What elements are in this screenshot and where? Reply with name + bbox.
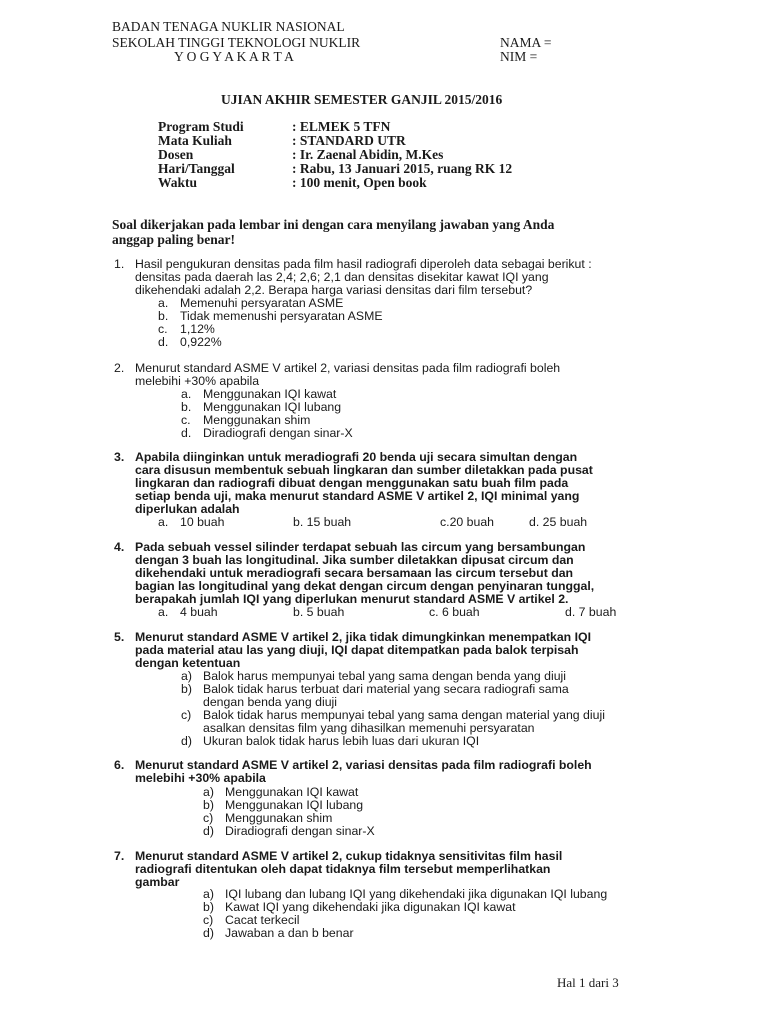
nim-label: NIM = (500, 49, 538, 64)
question-text: cara disusun membentuk sebuah lingkaran dan sumber diletakkan pada pusat (135, 463, 593, 477)
instruction-line: Soal dikerjakan pada lembar ini dengan cara menyilang jawaban yang Anda (112, 217, 555, 232)
meta-label: Mata Kuliah (158, 133, 232, 148)
question-number: 5. (114, 630, 125, 644)
question-text: melebihi +30% apabila (135, 771, 266, 785)
question-text: gambar (135, 875, 180, 889)
question-text: Apabila diinginkan untuk meradiografi 20 benda uji secara simultan dengan (135, 450, 578, 464)
question-text: dikehendaki untuk meradiografi secara bersamaan las circum tersebut dan (135, 566, 574, 580)
meta-value: : Ir. Zaenal Abidin, M.Kes (292, 147, 444, 162)
question-number: 3. (114, 450, 125, 464)
question-text: lingkaran dan radiografi dibuat dengan menggunakan satu buah film pada (135, 476, 569, 490)
question-text: Menurut standard ASME V artikel 2, variasi densitas pada film radiografi boleh (135, 758, 592, 772)
meta-value: : 100 menit, Open book (292, 175, 427, 190)
meta-value: : STANDARD UTR (292, 133, 406, 148)
question-text: densitas pada daerah las 2,4; 2,6; 2,1 dan densitas disekitar kawat IQI yang (135, 270, 549, 284)
question-text: radiografi ditentukan oleh dapat tidaknya film tersebut memperlihatkan (135, 862, 551, 876)
page-number: Hal 1 dari 3 (557, 975, 619, 990)
meta-label: Program Studi (158, 119, 244, 134)
question-text: Menurut standard ASME V artikel 2, variasi densitas pada film radiografi boleh (135, 361, 561, 375)
question-text: setiap benda uji, maka menurut standard ASME V artikel 2, IQI minimal yang (135, 489, 580, 503)
question-number: 7. (114, 849, 125, 863)
meta-value: : Rabu, 13 Januari 2015, ruang RK 12 (292, 161, 513, 176)
instruction-line: anggap paling benar! (112, 232, 236, 247)
name-label: NAMA = (500, 35, 552, 50)
question-text: pada material atau las yang diuji, IQI dapat ditempatkan pada balok terpisah (135, 643, 579, 657)
question-text: dikehendaki adalah 2,2. Berapa harga variasi densitas dari film tersebut? (135, 283, 533, 297)
question-text: diperlukan adalah (135, 502, 240, 516)
header-org: BADAN TENAGA NUKLIR NASIONAL (112, 19, 345, 34)
question-text: dengan 3 buah las longitudinal. Jika sumber diletakkan dipusat circum dan (135, 553, 574, 567)
question-text: Menurut standard ASME V artikel 2, jika tidak dimungkinkan menempatkan IQI (135, 630, 592, 644)
header-school: SEKOLAH TINGGI TEKNOLOGI NUKLIR (112, 35, 361, 50)
question-text: dengan ketentuan (135, 656, 241, 670)
question-number: 6. (114, 758, 125, 772)
question-number: 4. (114, 540, 125, 554)
meta-label: Dosen (158, 147, 194, 162)
question-number: 2. (114, 361, 125, 375)
exam-title: UJIAN AKHIR SEMESTER GANJIL 2015/2016 (221, 92, 503, 107)
meta-label: Hari/Tanggal (158, 161, 235, 176)
meta-value: : ELMEK 5 TFN (292, 119, 391, 134)
question-text: Menurut standard ASME V artikel 2, cukup tidaknya sensitivitas film hasil (135, 849, 563, 863)
question-text: Pada sebuah vessel silinder terdapat sebuah las circum yang bersambungan (135, 540, 586, 554)
question-text: bagian las longitudinal yang dekat dengan circum dengan penyinaran tunggal, (135, 579, 595, 593)
header-city: Y O G Y A K A R T A (174, 49, 294, 64)
question-text: berapakah jumlah IQI yang diperlukan menurut standard ASME V artikel 2. (135, 592, 569, 606)
question-number: 1. (114, 257, 125, 271)
question-text: melebihi +30% apabila (135, 374, 260, 388)
question-text: Hasil pengukuran densitas pada film hasil radiografi diperoleh data sebagai berikut : (135, 257, 592, 271)
meta-label: Waktu (158, 175, 198, 190)
